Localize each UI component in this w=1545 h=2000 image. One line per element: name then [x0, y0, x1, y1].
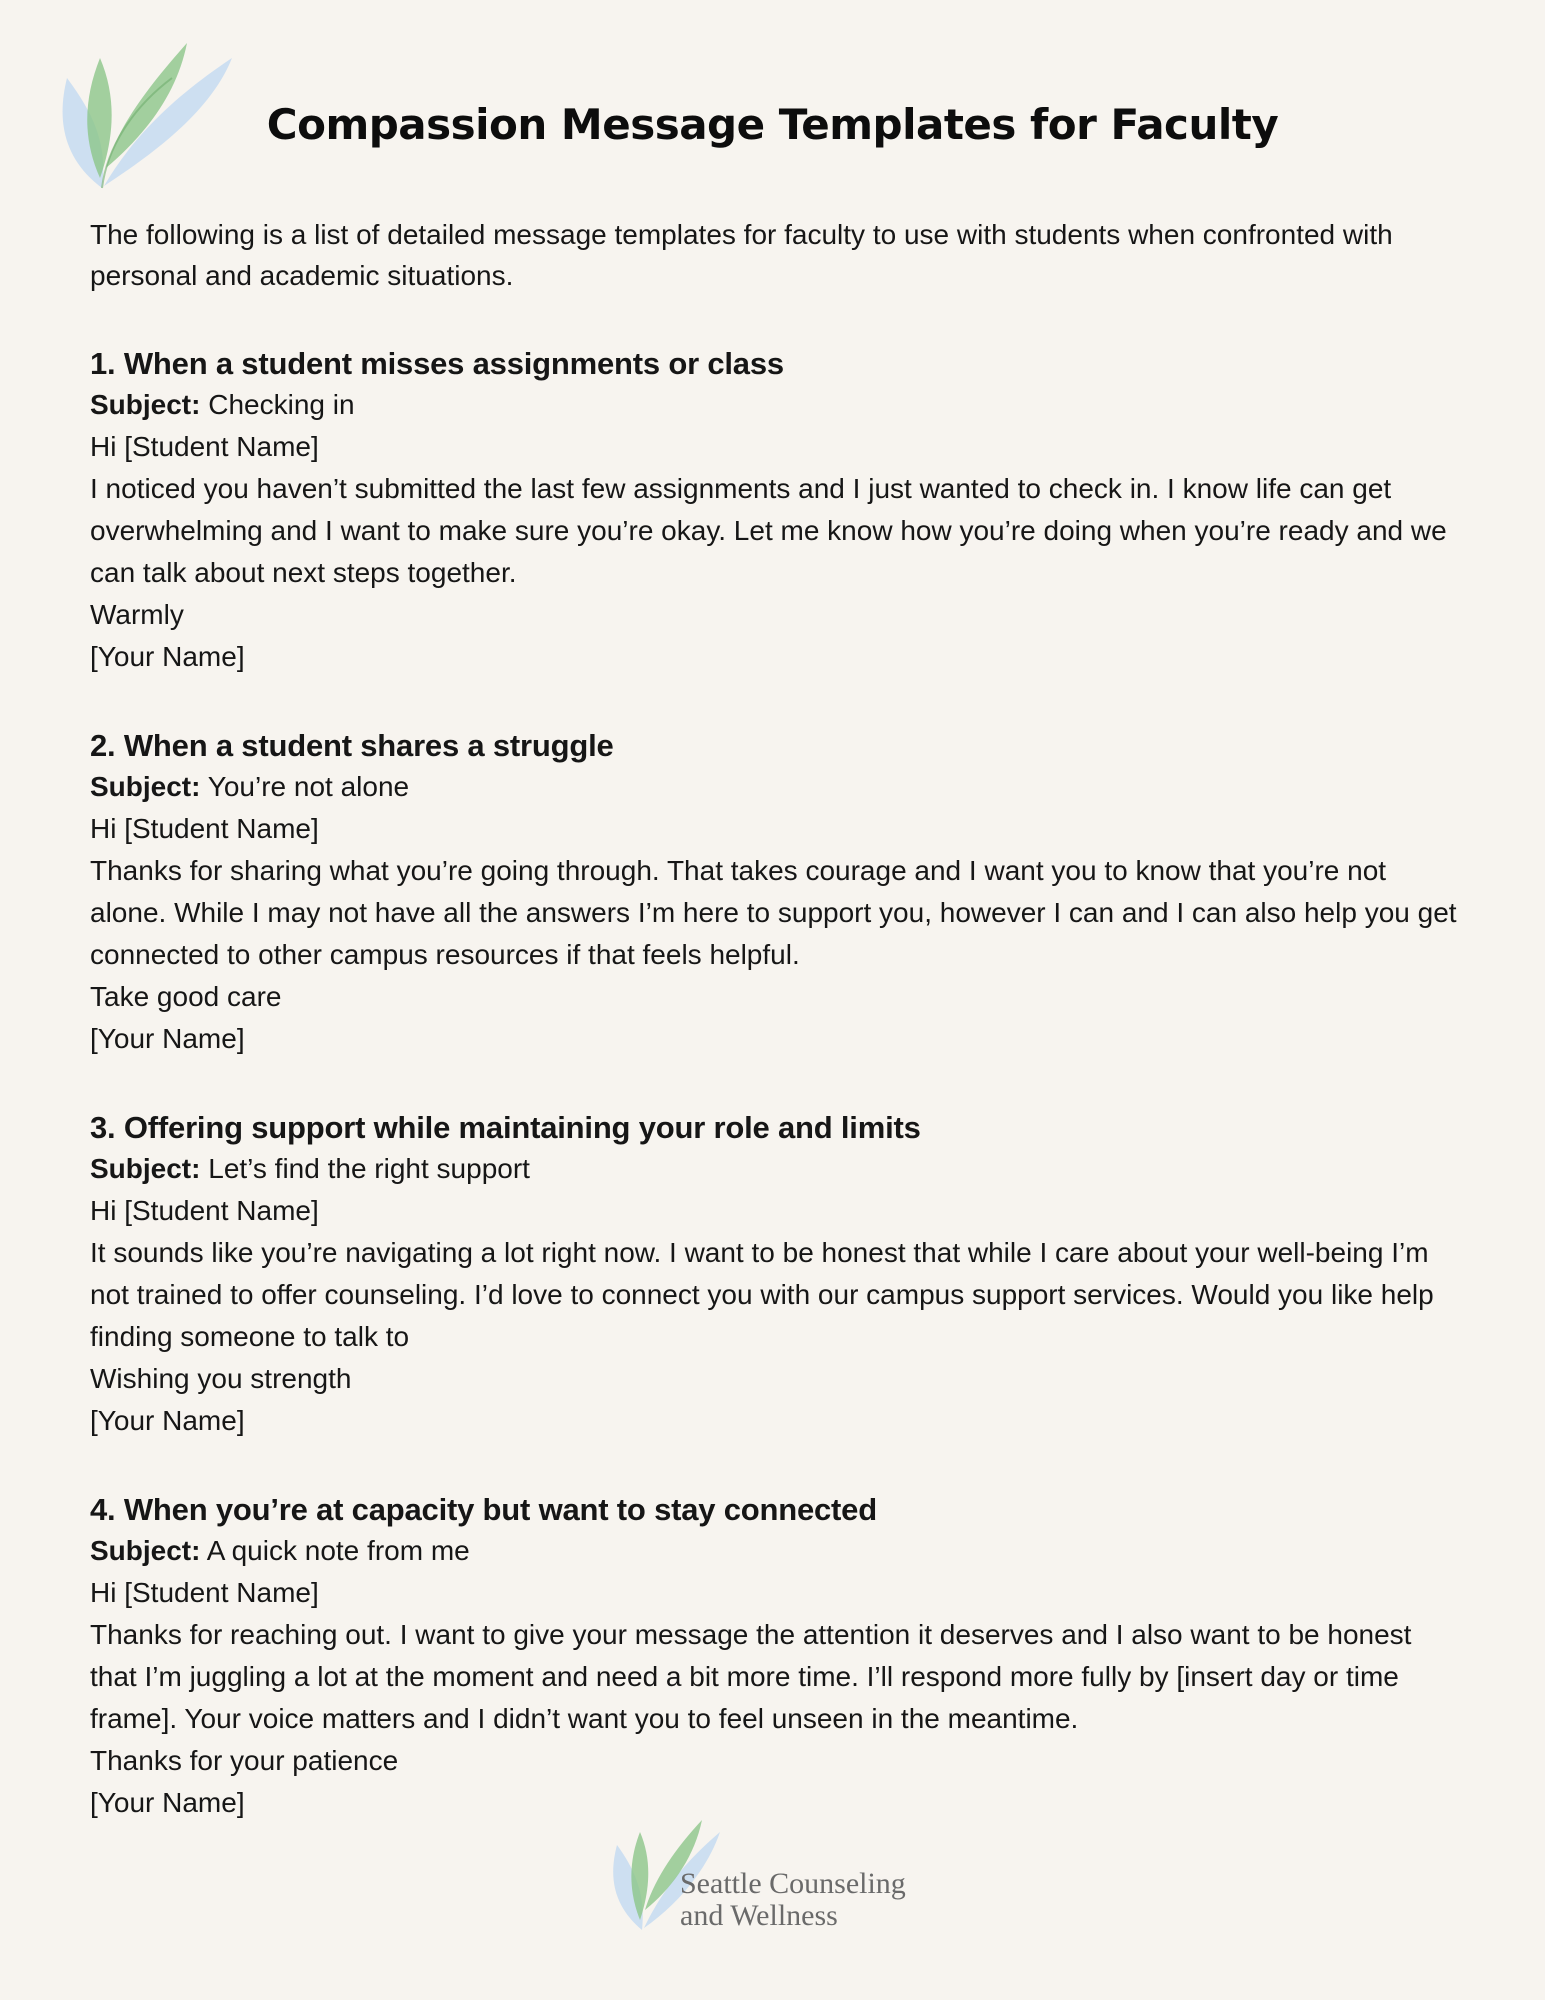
- message-body: I noticed you haven’t submitted the last few assignments and I just wanted to check in. I know life can get overwhelming and I want to make sure you’re okay. Let me know how you’re doing when you’re ready and we can talk about next steps together.: [90, 473, 1447, 588]
- document-body: [90, 214, 1465, 1824]
- signature: [Your Name]: [90, 641, 245, 672]
- section-heading: 3. Offering support while maintaining your role and limits: [90, 1110, 921, 1145]
- section-heading: 4. When you’re at capacity but want to stay connected: [90, 1492, 877, 1527]
- subject-line: [90, 1530, 1465, 1572]
- organization-name-line-2: and Wellness: [680, 1899, 838, 1932]
- page-title: Compassion Message Templates for Faculty: [266, 100, 1279, 149]
- template-section-4: [90, 1489, 1465, 1824]
- organization-name: [680, 1868, 906, 1932]
- section-heading: 1. When a student misses assignments or class: [90, 346, 784, 381]
- subject-label: Subject:: [90, 771, 201, 802]
- subject-line: [90, 766, 1465, 808]
- message-body: Thanks for reaching out. I want to give your message the attention it deserves and I also want to be honest that I’m juggling a lot at the moment and need a bit more time. I’ll respond more fully by [insert day or time frame]. Your voice matters and I didn’t want you to feel unseen in the meantime.: [90, 1619, 1412, 1734]
- signature: [Your Name]: [90, 1405, 245, 1436]
- closing: Warmly: [90, 599, 184, 630]
- footer-logo: [612, 1810, 952, 1940]
- greeting: Hi [Student Name]: [90, 431, 319, 462]
- subject-label: Subject:: [90, 389, 201, 420]
- template-section-3: [90, 1107, 1465, 1442]
- signature: [Your Name]: [90, 1787, 245, 1818]
- signature: [Your Name]: [90, 1023, 245, 1054]
- subject-text: A quick note from me: [206, 1535, 470, 1566]
- closing: Thanks for your patience: [90, 1745, 399, 1776]
- greeting: Hi [Student Name]: [90, 813, 319, 844]
- message-body: It sounds like you’re navigating a lot right now. I want to be honest that while I care about your well-being I’m not trained to offer counseling. I’d love to connect you with our campus support services. Would you like help finding someone to talk to: [90, 1237, 1434, 1352]
- organization-name-line-1: Seattle Counseling: [680, 1867, 906, 1900]
- subject-text: Let’s find the right support: [208, 1153, 530, 1184]
- subject-line: [90, 1148, 1465, 1190]
- subject-label: Subject:: [90, 1153, 201, 1184]
- closing: Take good care: [90, 981, 282, 1012]
- subject-text: You’re not alone: [207, 771, 410, 802]
- greeting: Hi [Student Name]: [90, 1195, 319, 1226]
- greeting: Hi [Student Name]: [90, 1577, 319, 1608]
- template-section-2: [90, 725, 1465, 1060]
- message-body: Thanks for sharing what you’re going through. That takes courage and I want you to know that you’re not alone. While I may not have all the answers I’m here to support you, however I can and I can also help you get connected to other campus resources if that feels helpful.: [90, 855, 1457, 970]
- subject-line: [90, 384, 1465, 426]
- template-section-1: [90, 343, 1465, 678]
- section-heading: 2. When a student shares a struggle: [90, 728, 614, 763]
- intro-paragraph: The following is a list of detailed message templates for faculty to use with students when confronted with personal and academic situations.: [90, 219, 1393, 291]
- closing: Wishing you strength: [90, 1363, 352, 1394]
- subject-text: Checking in: [208, 389, 355, 420]
- subject-label: Subject:: [90, 1535, 201, 1566]
